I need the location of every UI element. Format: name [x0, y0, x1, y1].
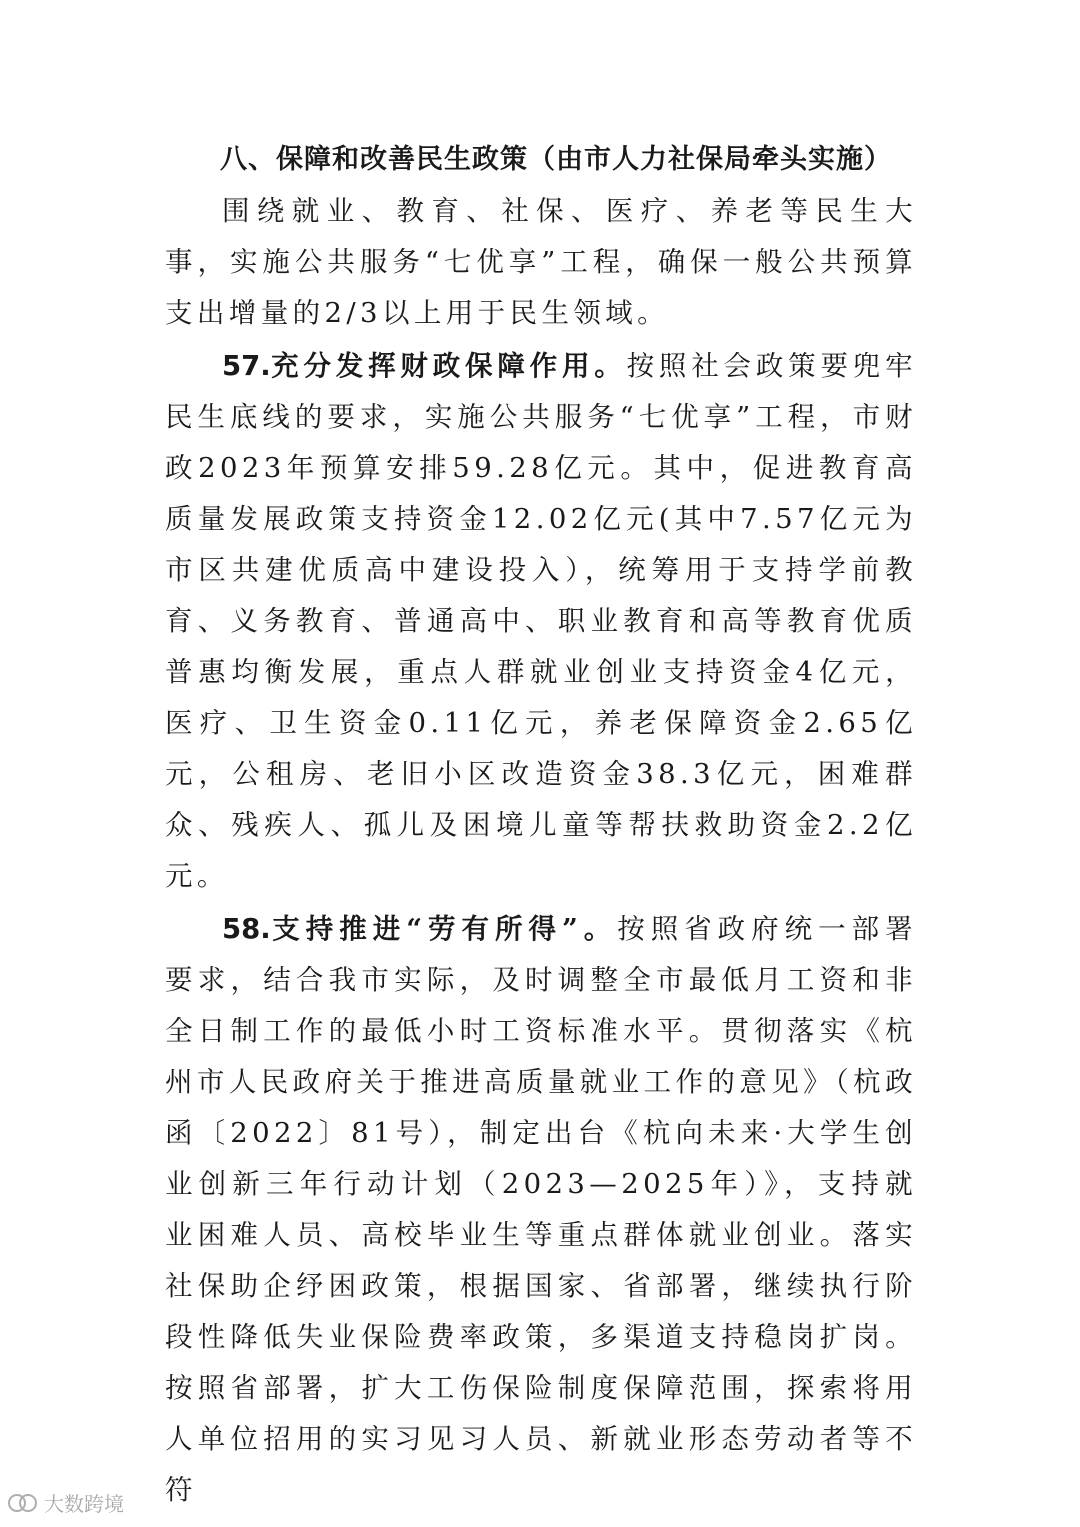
item-57-body: 按照社会政策要兜牢民生底线的要求，实施公共服务“七优享”工程，市财政2023年预算安排59.28亿元。其中，促进教育高质量发展政策支持资金12.02亿元(其中7.57亿元为市区共建优质高中建设投入），统筹用于支持学前教育、义务教育、普通高中、职业教育和高等教育优质普惠均衡发展，重点人群就业创业支持资金4亿元，医疗、卫生资金0.11亿元，养老保障资金2.65亿元，公租房、老旧小区改造资金38.3亿元，困难群众、残疾人、孤儿及困境儿童等帮扶救助资金2.2亿元。 — [165, 350, 917, 892]
item-58-paragraph — [165, 904, 917, 1516]
item-57-title: 充分发挥财政保障作用。 — [270, 350, 627, 382]
item-58-body: 按照省政府统一部署要求，结合我市实际，及时调整全市最低月工资和非全日制工作的最低小时工资标准水平。贯彻落实《杭州市人民政府关于推进高质量就业工作的意见》（杭政函〔2022〕81号），制定出台《杭向未来·大学生创业创新三年行动计划（2023—2025年）》，支持就业困难人员、高校毕业生等重点群体就业创业。落实社保助企纾困政策，根据国家、省部署，继续执行阶段性降低失业保险费率政策，多渠道支持稳岗扩岗。按照省部署，扩大工伤保险制度保障范围，探索将用人单位招用的实习见习人员、新就业形态劳动者等不符 — [165, 913, 917, 1506]
section-heading: 八、保障和改善民生政策（由市人力社保局牵头实施） — [220, 144, 892, 175]
double-circle-logo-icon — [6, 1492, 40, 1514]
item-57-number: 57. — [222, 350, 271, 382]
watermark-text: 大数跨境 — [44, 1492, 124, 1516]
document-page — [165, 140, 917, 1516]
item-58-number: 58. — [222, 913, 271, 945]
item-57-paragraph — [165, 341, 917, 902]
intro-paragraph: 围绕就业、教育、社保、医疗、养老等民生大事，实施公共服务“七优享”工程，确保一般公共预算支出增量的2/3以上用于民生领域。 — [165, 195, 917, 329]
item-58-title: 支持推进“劳有所得”。 — [270, 913, 618, 945]
watermark — [6, 1488, 124, 1517]
